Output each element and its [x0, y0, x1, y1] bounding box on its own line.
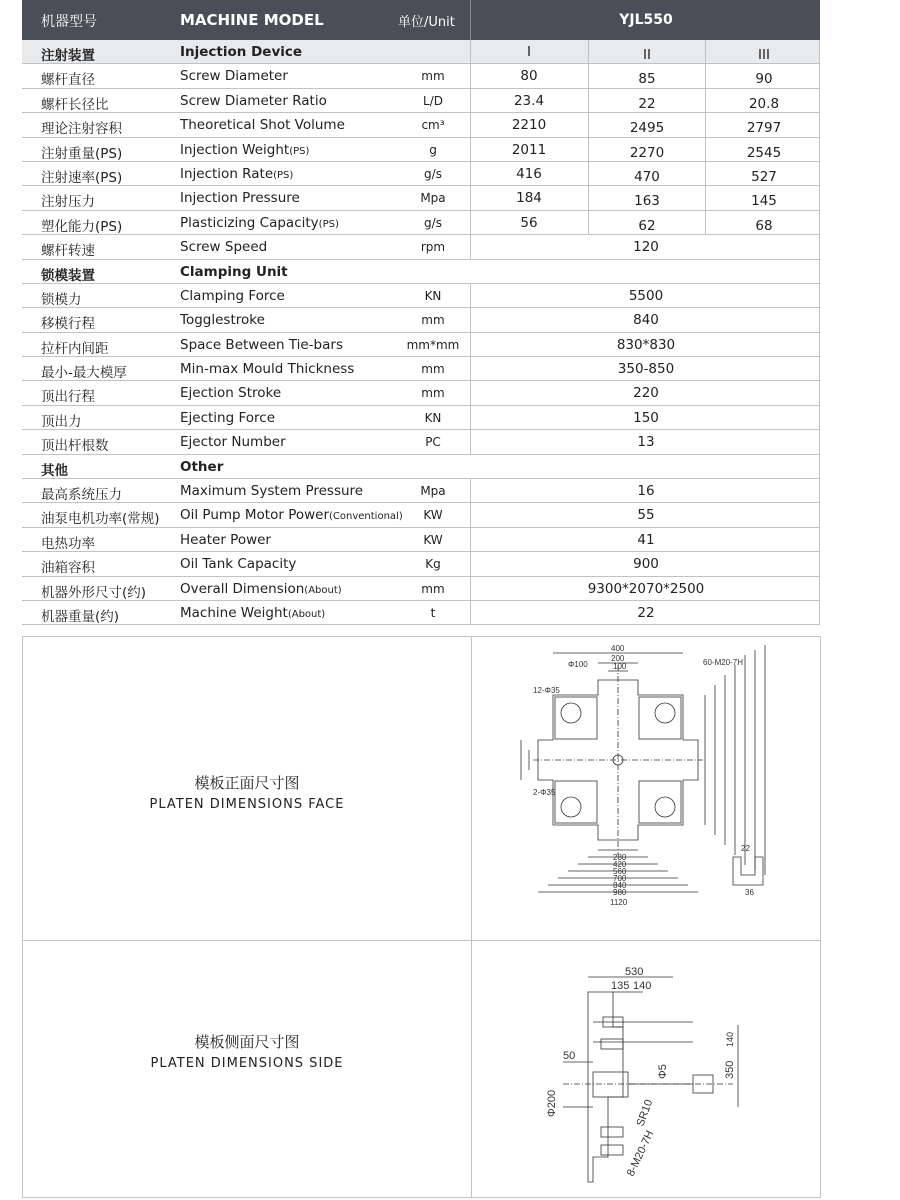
table-row	[22, 479, 820, 503]
side-dim-sr10: SR10	[634, 1098, 656, 1129]
face-slot-22: 22	[741, 844, 750, 853]
value-screw-2: 85	[588, 64, 705, 87]
param-name-zh: 理论注射容积	[41, 121, 122, 138]
param-name-en: Overall Dimension(About)	[180, 580, 342, 597]
param-unit: rpm	[420, 240, 446, 255]
face-hole-label: Φ100	[568, 660, 588, 669]
param-value: 840	[633, 312, 659, 329]
param-unit: g/s	[424, 166, 442, 181]
param-value: 150	[633, 409, 659, 426]
section-label-en: Injection Device	[180, 44, 303, 60]
spec-table	[22, 0, 820, 625]
param-name-en: Min-max Mould Thickness	[180, 361, 355, 378]
face-dim-400: 400	[611, 645, 625, 653]
param-unit: mm	[421, 313, 445, 328]
param-unit: PC	[425, 435, 441, 450]
value-screw-1: 2011	[511, 141, 547, 158]
face-bolt-label-1: 12-Φ35	[533, 686, 560, 695]
screw-header: II	[588, 40, 705, 63]
param-note: (PS)	[318, 218, 339, 230]
table-row	[22, 577, 820, 601]
param-name-en: Screw Speed	[180, 239, 268, 256]
param-value: 220	[633, 385, 659, 402]
platen-side-drawing	[533, 967, 753, 1192]
face-dim-840: 840	[613, 881, 627, 890]
param-name-en: Ejector Number	[180, 434, 286, 451]
screw-header: III	[705, 40, 822, 63]
param-name-zh: 顶出力	[41, 413, 82, 430]
param-value: 41	[637, 531, 655, 548]
param-name-en: Injection Rate(PS)	[180, 165, 294, 182]
screw-header: I	[527, 44, 531, 60]
value-screw-1: 56	[520, 214, 538, 231]
face-dim-200: 200	[611, 654, 625, 663]
param-name-zh: 最高系统压力	[41, 487, 122, 504]
value-screw-1: 184	[516, 190, 542, 207]
param-name-en: Space Between Tie-bars	[180, 336, 343, 353]
table-row	[22, 552, 820, 576]
param-name-zh: 注射速率(PS)	[41, 169, 123, 186]
param-unit: mm	[421, 69, 445, 84]
param-unit: KW	[423, 508, 443, 523]
section-label-zh: 其他	[41, 462, 68, 479]
param-name-zh: 拉杆内间距	[41, 340, 109, 357]
face-dim-980: 980	[613, 888, 627, 897]
side-dim-phi200: Φ200	[546, 1089, 558, 1117]
param-unit: KN	[424, 288, 442, 303]
value-screw-2: 163	[588, 186, 705, 209]
param-name-zh: 塑化能力(PS)	[41, 218, 123, 235]
value-screw-3: 2545	[705, 138, 822, 161]
section-label-en: Other	[180, 458, 224, 475]
table-row	[22, 89, 820, 113]
value-screw-3: 20.8	[705, 89, 822, 112]
table-row	[22, 333, 820, 357]
face-caption	[23, 772, 471, 812]
face-caption-zh: 模板正面尺寸图	[194, 774, 300, 792]
param-name-en: Machine Weight(About)	[180, 604, 326, 621]
table-row	[22, 113, 820, 137]
side-dim-phi5: Φ5	[657, 1064, 669, 1079]
table-row	[22, 503, 820, 527]
face-dim-700: 700	[613, 874, 627, 883]
table-row	[22, 235, 820, 259]
param-name-zh: 油泵电机功率(常规)	[41, 511, 160, 528]
param-name-zh: 油箱容积	[41, 560, 95, 577]
param-unit: Mpa	[420, 484, 446, 499]
face-caption-en: PLATEN DIMENSIONS FACE	[149, 797, 345, 812]
table-row	[22, 381, 820, 405]
param-name-en: Oil Pump Motor Power(Conventional)	[180, 507, 403, 524]
section-label-zh: 注射装置	[41, 48, 95, 64]
unit-label: 单位/Unit	[398, 15, 455, 30]
value-screw-3: 2797	[705, 113, 822, 136]
param-name-en: Clamping Force	[180, 287, 285, 304]
model-label-en: MACHINE MODEL	[180, 11, 324, 29]
param-value: 120	[633, 239, 659, 256]
param-value: 5500	[628, 287, 664, 304]
param-value: 9300*2070*2500	[587, 580, 705, 597]
param-name-en: Ejecting Force	[180, 409, 275, 426]
table-row	[22, 528, 820, 552]
param-unit: KW	[423, 532, 443, 547]
section-label-zh: 锁模装置	[41, 267, 95, 284]
param-note: (PS)	[273, 169, 294, 181]
model-name: YJL550	[470, 0, 821, 40]
table-row	[22, 284, 820, 308]
side-dim-530: 530	[625, 967, 644, 978]
screw-headers	[470, 40, 821, 63]
value-screw-1: 416	[516, 165, 542, 182]
param-unit: g	[429, 142, 437, 157]
table-row	[22, 186, 820, 210]
param-note: (About)	[304, 584, 342, 596]
value-screw-2: 2270	[588, 138, 705, 161]
param-name-zh: 螺杆直径	[41, 72, 95, 89]
face-dim-100: 100	[613, 662, 627, 671]
param-name-zh: 移模行程	[41, 316, 95, 333]
param-name-en: Ejection Stroke	[180, 385, 282, 402]
param-value: 350-850	[617, 361, 675, 378]
model-label-zh: 机器型号	[41, 14, 97, 30]
table-row	[22, 64, 820, 88]
table-row	[22, 211, 820, 235]
param-name-en: Screw Diameter	[180, 68, 288, 85]
param-name-zh: 机器重量(约)	[41, 608, 120, 625]
table-row	[22, 601, 820, 625]
param-value: 16	[637, 483, 655, 500]
side-dim-140: 140	[633, 980, 652, 992]
value-screw-2: 22	[588, 89, 705, 112]
value-screw-3: 145	[705, 186, 822, 209]
param-unit: g/s	[424, 215, 442, 230]
side-caption	[23, 1031, 471, 1071]
face-dim-420: 420	[613, 860, 627, 869]
param-note: (About)	[287, 608, 326, 620]
table-row	[22, 162, 820, 186]
face-bolt-label-2: 2-Φ35	[533, 788, 556, 797]
param-name-zh: 机器外形尺寸(约)	[41, 584, 147, 601]
param-name-zh: 螺杆长径比	[41, 96, 109, 113]
table-row	[22, 357, 820, 381]
platen-face-drawing	[493, 645, 813, 935]
face-thread-label: 60-M20-7H	[703, 658, 744, 667]
value-screw-1: 80	[520, 68, 538, 85]
param-unit: mm*mm	[406, 337, 460, 352]
param-note: (PS)	[289, 145, 310, 157]
param-unit: mm	[421, 362, 445, 377]
table-row	[22, 138, 820, 162]
value-screw-2: 470	[588, 162, 705, 185]
value-screw-1: 2210	[511, 117, 547, 134]
param-name-en: Plasticizing Capacity(PS)	[180, 214, 339, 231]
param-name-en: Theoretical Shot Volume	[180, 117, 345, 134]
value-screw-3: 527	[705, 162, 822, 185]
param-unit: Mpa	[420, 191, 446, 206]
table-row	[22, 406, 820, 430]
diagram-panel	[22, 636, 821, 1198]
section-row	[22, 260, 820, 284]
param-name-en: Screw Diameter Ratio	[180, 92, 327, 109]
side-dim-350: 350	[724, 1060, 736, 1079]
param-value: 13	[637, 434, 655, 451]
param-unit: t	[430, 605, 436, 620]
param-name-zh: 顶出行程	[41, 389, 95, 406]
table-row	[22, 308, 820, 332]
face-slot-36: 36	[745, 888, 754, 897]
face-dim-1120: 1120	[610, 898, 628, 907]
param-value: 900	[633, 556, 659, 573]
param-unit: Kg	[425, 557, 441, 572]
param-note: (Conventional)	[329, 511, 403, 523]
param-name-en: Injection Weight(PS)	[180, 141, 310, 158]
param-name-en: Injection Pressure	[180, 190, 300, 207]
value-screw-2: 62	[588, 211, 705, 234]
table-row	[22, 430, 820, 454]
param-name-zh: 注射重量(PS)	[41, 145, 123, 162]
section-label-en: Clamping Unit	[180, 263, 288, 280]
face-dim-280: 280	[613, 853, 627, 862]
side-dim-140b: 140	[725, 1031, 735, 1047]
side-dim-135: 135	[611, 980, 630, 992]
param-unit: mm	[421, 386, 445, 401]
section-row	[22, 455, 820, 479]
param-name-en: Heater Power	[180, 531, 271, 548]
param-unit: cm³	[421, 118, 445, 133]
face-dim-560: 560	[613, 867, 627, 876]
param-name-en: Togglestroke	[180, 312, 265, 329]
param-name-zh: 电热功率	[41, 535, 95, 552]
side-thread-label: 8-M20-7H	[624, 1128, 657, 1179]
param-value: 830*830	[616, 336, 676, 353]
value-screw-1: 23.4	[513, 92, 545, 109]
value-screw-3: 90	[705, 64, 822, 87]
param-value: 22	[637, 604, 655, 621]
param-name-en: Maximum System Pressure	[180, 483, 364, 500]
table-header	[22, 0, 820, 40]
param-name-zh: 注射压力	[41, 194, 95, 211]
param-name-zh: 最小-最大模厚	[41, 365, 127, 382]
param-name-zh: 锁模力	[41, 291, 82, 308]
value-screw-2: 2495	[588, 113, 705, 136]
param-value: 55	[637, 507, 655, 524]
param-unit: KN	[424, 410, 442, 425]
side-dim-50: 50	[563, 1050, 576, 1062]
param-name-en: Oil Tank Capacity	[180, 556, 297, 573]
value-screw-3: 68	[705, 211, 822, 234]
param-name-zh: 顶出杆根数	[41, 438, 109, 455]
side-caption-en: PLATEN DIMENSIONS SIDE	[150, 1056, 344, 1071]
param-unit: mm	[421, 581, 445, 596]
side-caption-zh: 模板侧面尺寸图	[194, 1033, 300, 1051]
section-row	[22, 40, 820, 64]
param-name-zh: 螺杆转速	[41, 243, 95, 260]
param-unit: L/D	[423, 93, 443, 108]
